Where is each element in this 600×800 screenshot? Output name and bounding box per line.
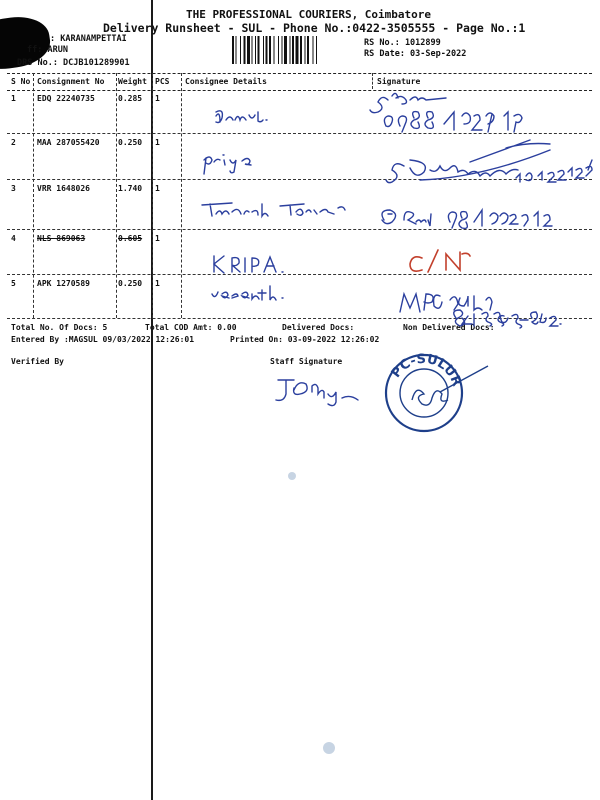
row-sno: 3 <box>11 184 16 193</box>
table-row <box>7 274 592 319</box>
company-title: THE PROFESSIONAL COURIERS, Coimbatore <box>186 8 432 21</box>
table-row <box>7 229 592 275</box>
drs-number: DRS No.: DCJB101289901 <box>17 58 130 68</box>
delivered-docs: Delivered Docs: <box>282 323 355 332</box>
row-pcs: 1 <box>155 184 160 193</box>
row-consignment: EDQ 22240735 <box>37 94 95 103</box>
row-weight: 0.285 <box>118 94 143 103</box>
col-header-weight: Weight <box>118 77 147 86</box>
row-weight: 0.250 <box>118 279 143 288</box>
row-sno: 4 <box>11 234 16 243</box>
row-sno: 2 <box>11 138 16 147</box>
row-sno: 1 <box>11 94 16 103</box>
row-consignment: APK 1270589 <box>37 279 90 288</box>
column-divider <box>372 73 373 89</box>
row-consignment: NLS 869063 <box>37 234 86 243</box>
table-row <box>7 89 592 134</box>
row-consignment: MAA 287055420 <box>37 138 100 147</box>
stamp-text: PC-SULUR <box>388 351 465 389</box>
col-header-consignee: Consignee Details <box>185 77 267 86</box>
barcode <box>232 36 356 64</box>
svg-text:PC-SULUR <box>389 352 464 389</box>
branch-name: : KARANAMPETTAI <box>50 34 127 44</box>
non-delivered-docs: Non Delivered Docs: <box>403 323 495 332</box>
staff-name: ff: ARUN <box>27 45 68 55</box>
row-sno: 5 <box>11 279 16 288</box>
table-row <box>7 133 592 180</box>
pc-sulur-stamp <box>386 352 488 431</box>
row-pcs: 1 <box>155 279 160 288</box>
staff-signature-label: Staff Signature <box>270 357 343 366</box>
entered-by: Entered By :MAGSUL 09/03/2022 12:26:01 <box>11 335 195 344</box>
row-pcs: 1 <box>155 138 160 147</box>
row-weight: 1.740 <box>118 184 143 193</box>
col-header-pcs: PCS <box>155 77 170 86</box>
row-weight: 0.605 <box>118 234 143 243</box>
row-pcs: 1 <box>155 234 160 243</box>
table-row <box>7 179 592 230</box>
col-header-signature: Signature <box>377 77 421 86</box>
rs-date: RS Date: 03-Sep-2022 <box>364 49 467 59</box>
row-consignment: VRR 1648026 <box>37 184 90 193</box>
row-pcs: 1 <box>155 94 160 103</box>
runsheet-subtitle: Delivery Runsheet - SUL - Phone No.:0422-3505555 - Page No.:1 <box>103 21 526 35</box>
col-header-consignment: Consignment No <box>37 77 105 86</box>
total-docs: Total No. Of Docs: 5 <box>11 323 108 332</box>
row-weight: 0.250 <box>118 138 143 147</box>
paper-marks <box>288 472 335 754</box>
verified-by-label: Verified By <box>11 357 64 366</box>
printed-on: Printed On: 03-09-2022 12:26:02 <box>230 335 380 344</box>
staff-signature <box>276 380 358 406</box>
total-cod: Total COD Amt: 0.00 <box>145 323 237 332</box>
rs-number: RS No.: 1012899 <box>364 38 441 48</box>
col-header-sno: S No <box>11 77 31 86</box>
